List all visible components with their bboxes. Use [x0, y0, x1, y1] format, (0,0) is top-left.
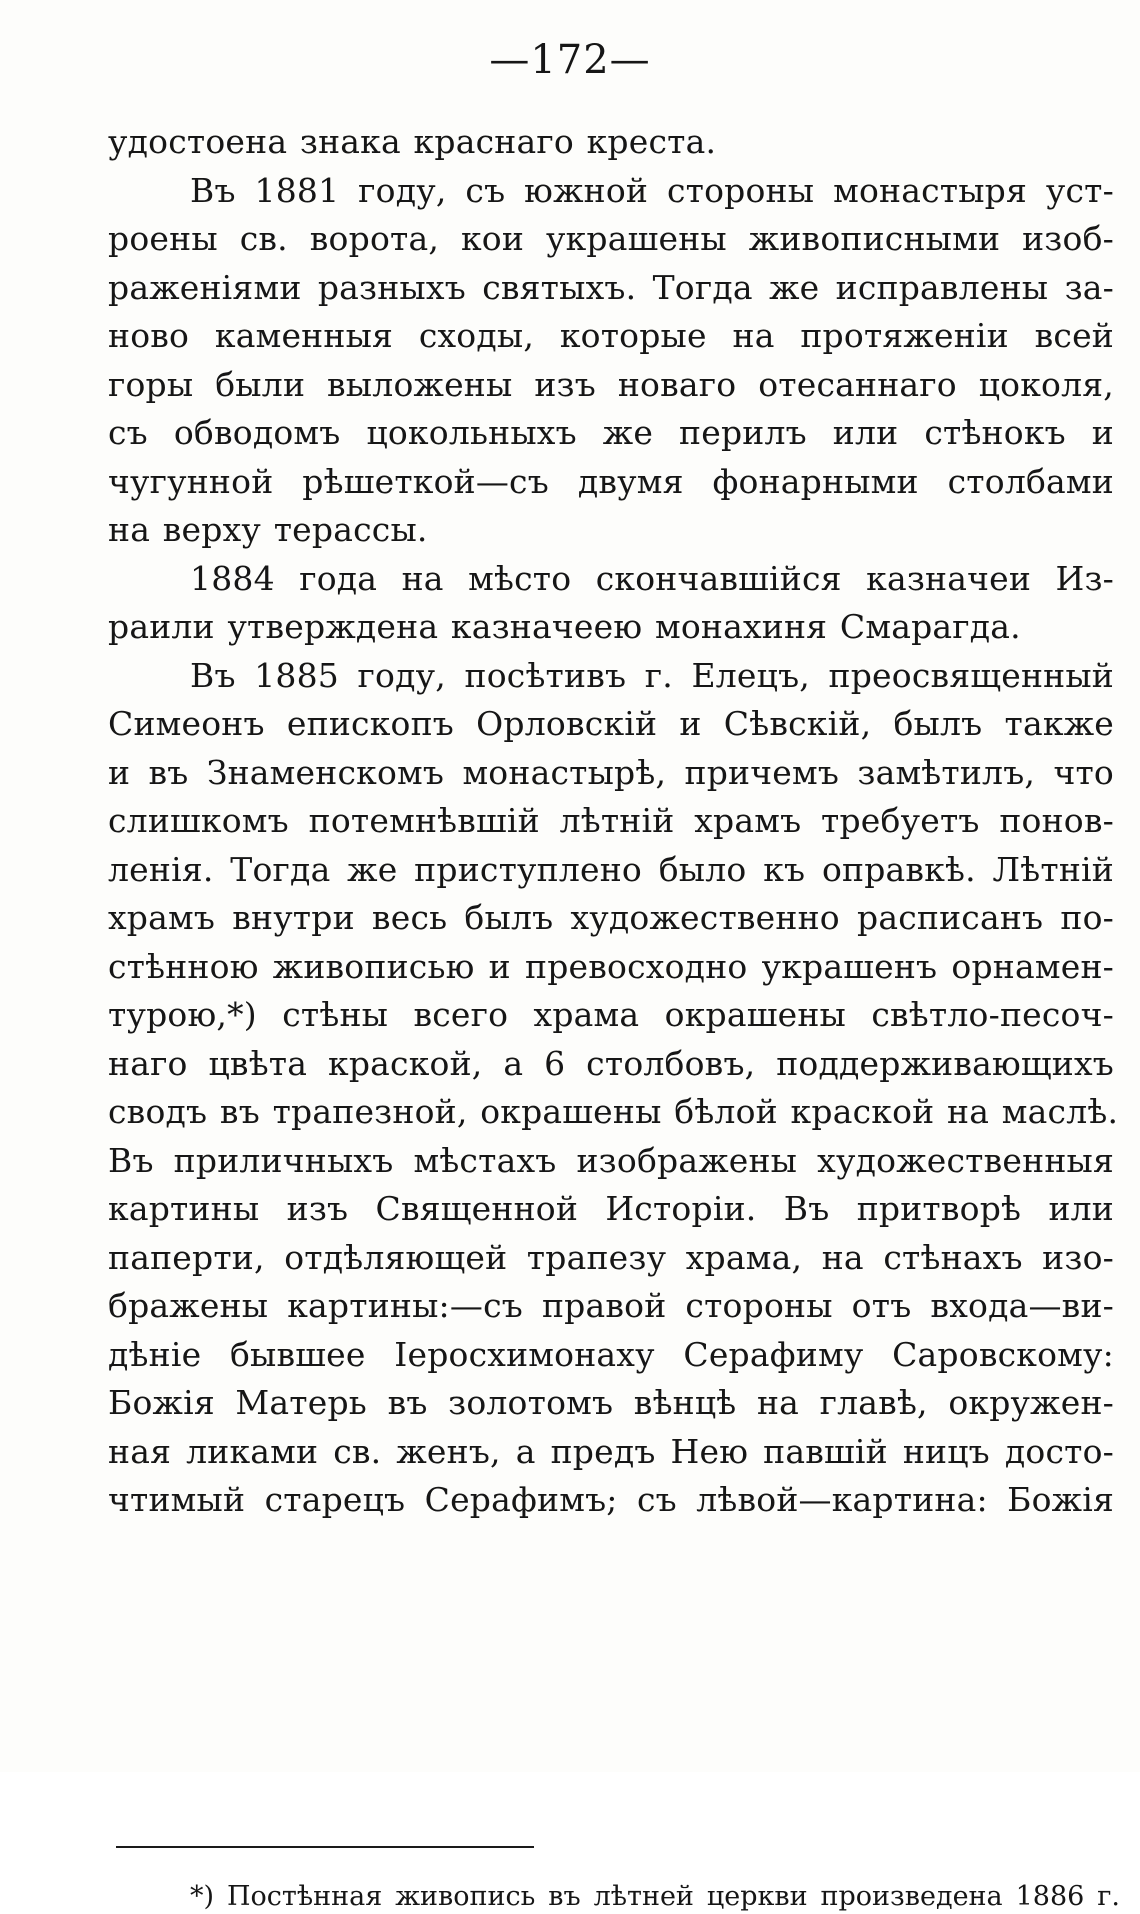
text-line: на верху терассы. [108, 510, 428, 549]
text-line: съ обводомъ цокольныхъ же перилъ или стѣнокъ и [108, 413, 1114, 452]
text-line: ная ликами св. женъ, а предъ Нею павшій ницъ досто- [108, 1431, 1114, 1471]
text-line: паперти, отдѣляющей трапезу храма, на стѣнахъ изо- [108, 1237, 1114, 1277]
text-line: слишкомъ потемнѣвшій лѣтній храмъ требуетъ понов- [108, 801, 1114, 840]
text-line: турою,*) стѣны всего храма окрашены свѣтло-песоч- [108, 995, 1114, 1034]
text-line: горы были выложены изъ новаго отесаннаго цоколя, [108, 364, 1114, 404]
text-line: храмъ внутри весь былъ художественно расписанъ по- [108, 898, 1114, 937]
text-line: раженіями разныхъ святыхъ. Тогда же исправлены за- [108, 267, 1114, 307]
text-line: Въ 1881 году, съ южной стороны монастыря уст- [190, 170, 1114, 210]
text-line: ново каменныя сходы, которые на протяженіи всей [108, 316, 1114, 355]
text-line: ленія. Тогда же приступлено было къ оправкѣ. Лѣтній [108, 849, 1114, 889]
text-line: роены св. ворота, кои украшены живописными изоб- [108, 219, 1114, 258]
text-line: Божія Матерь въ золотомъ вѣнцѣ на главѣ, окружен- [108, 1383, 1114, 1422]
body-text [108, 118, 1119, 1525]
text-line: чтимый старецъ Серафимъ; съ лѣвой—картина: Божія [108, 1480, 1114, 1519]
text-line: раили утверждена казначеею монахиня Смарагда. [108, 607, 1021, 646]
text-line: сводъ въ трапезной, окрашены бѣлой краской на маслѣ. [108, 1092, 1119, 1131]
text-line: 1884 года на мѣсто скончавшійся казначеи Из- [190, 558, 1114, 598]
text-line: Въ приличныхъ мѣстахъ изображены художественныя [108, 1140, 1114, 1180]
text-line: чугунной рѣшеткой—съ двумя фонарными столбами [108, 461, 1114, 501]
text-line: дѣніе бывшее Іеросхимонаху Серафиму Саровскому: [108, 1334, 1114, 1374]
footnote: *) Постѣнная живопись въ лѣтней церкви произведена 1886 г. [190, 1881, 1120, 1912]
text-line: картины изъ Священной Исторіи. Въ притворѣ или [108, 1189, 1114, 1228]
text-line: Симеонъ епископъ Орловскій и Сѣвскій, былъ также [108, 704, 1114, 743]
footnote-divider [116, 1846, 534, 1848]
text-line: бражены картины:—съ правой стороны отъ входа—ви- [108, 1286, 1114, 1325]
text-line: наго цвѣта краской, а 6 столбовъ, поддерживающихъ [108, 1043, 1114, 1083]
text-line: удостоена знака краснаго креста. [108, 122, 717, 161]
page-number: —172— [489, 37, 651, 83]
text-line: стѣнною живописью и превосходно украшенъ орнамен- [108, 946, 1114, 986]
text-line: и въ Знаменскомъ монастырѣ, причемъ замѣтилъ, что [108, 752, 1114, 792]
text-line: Въ 1885 году, посѣтивъ г. Елецъ, преосвященный [190, 655, 1114, 695]
